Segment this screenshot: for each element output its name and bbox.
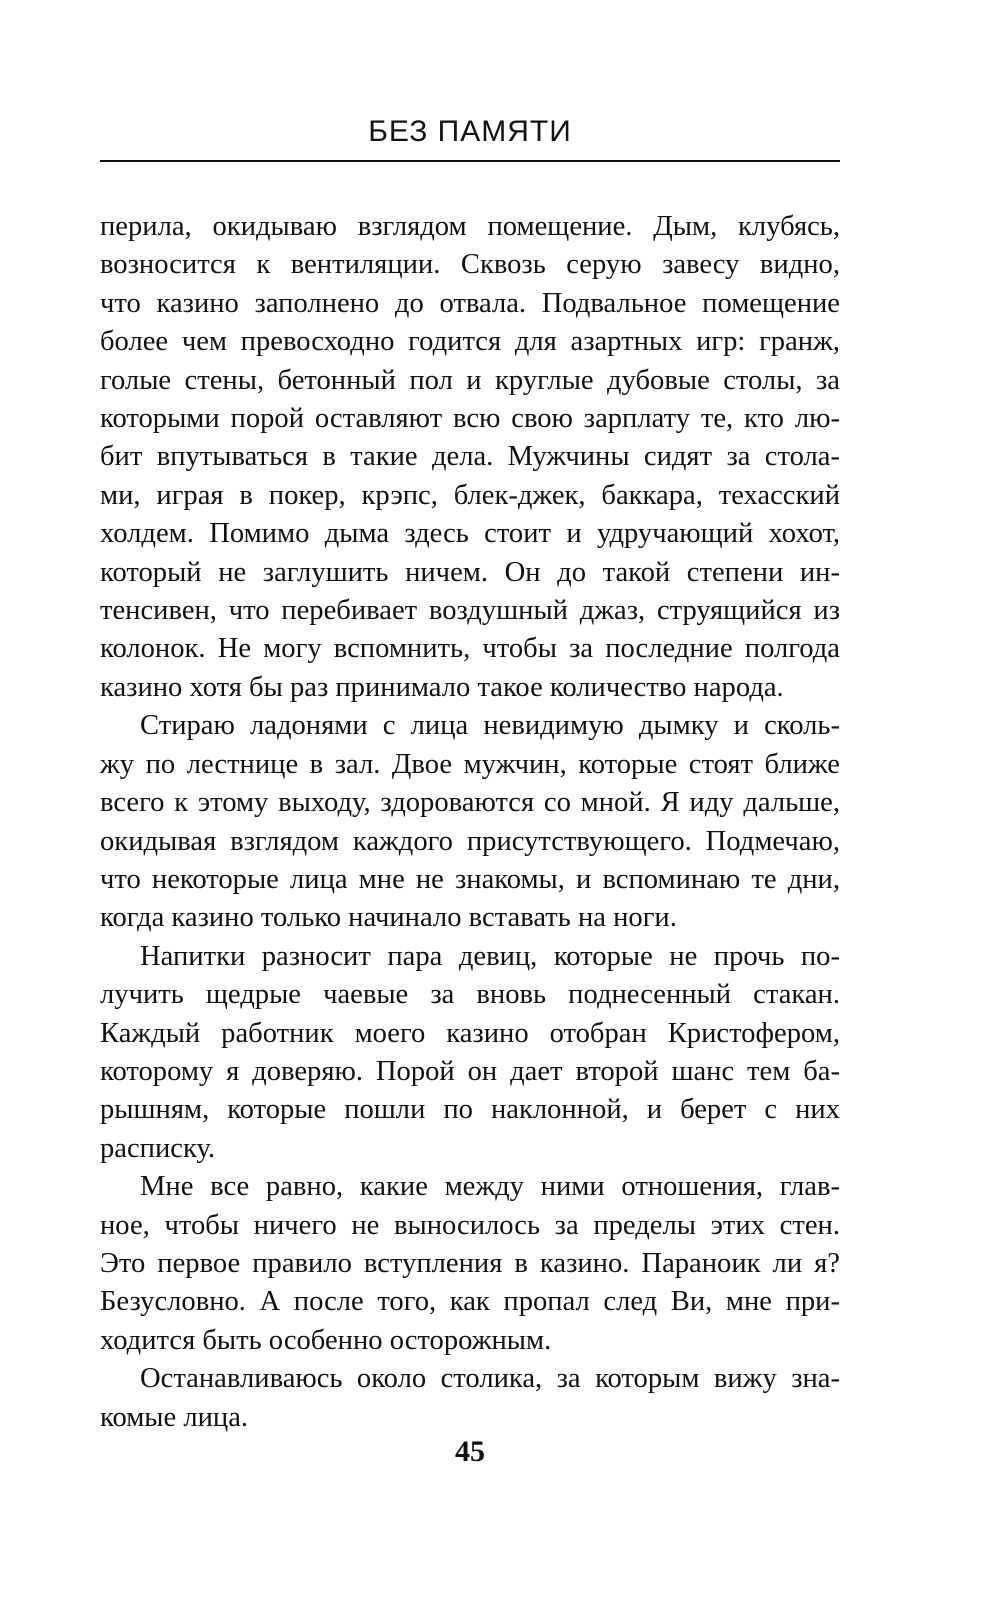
page-number: 45	[455, 1435, 485, 1468]
text-line: всего к этому выходу, здороваются со мной. Я иду дальше,	[100, 787, 840, 819]
text-line: Это первое правило вступления в казино. Параноик ли я?	[100, 1247, 840, 1279]
text-line: Каждый работник моего казино отобран Кристофером,	[100, 1017, 840, 1049]
text-line: которыми порой оставляют всю свою зарплату те, кто лю-	[100, 403, 840, 435]
paragraph-2	[100, 707, 840, 937]
text-line: возносится к вентиляции. Сквозь серую завесу видно,	[100, 249, 840, 281]
paragraph-1	[100, 208, 840, 707]
paragraph-4	[100, 1168, 840, 1360]
text-line: Безусловно. А после того, как пропал след Ви, мне при-	[100, 1286, 840, 1318]
text-line: Останавливаюсь около столика, за которым вижу зна-	[140, 1363, 840, 1395]
text-line: ное, чтобы ничего не выносилось за пределы этих стен.	[100, 1209, 840, 1241]
text-line: жу по лестнице в зал. Двое мужчин, которые стоят ближе	[100, 748, 840, 780]
text-line: Мне все равно, какие между ними отношения, глав-	[140, 1171, 840, 1203]
text-line: рышням, которые пошли по наклонной, и берет с них	[100, 1094, 840, 1126]
text-line: которому я доверяю. Порой он дает второй шанс тем ба-	[100, 1055, 840, 1087]
text-line: окидывая взглядом каждого присутствующего. Подмечаю,	[100, 825, 840, 857]
text-line: который не заглушить ничем. Он до такой степени ин-	[100, 556, 840, 588]
text-line: ходится быть особенно осторожным.	[100, 1324, 552, 1356]
text-line: перила, окидываю взглядом помещение. Дым, клубясь,	[100, 211, 840, 242]
text-line: более чем превосходно годится для азартных игр: гранж,	[100, 326, 840, 358]
text-line: ми, играя в покер, крэпс, блек-джек, баккара, техасский	[100, 479, 840, 511]
paragraph-3	[100, 938, 840, 1168]
text-line: Стираю ладонями с лица невидимую дымку и сколь-	[140, 710, 840, 742]
text-line: бит впутываться в такие дела. Мужчины сидят за стола-	[100, 441, 840, 473]
running-head-title: БЕЗ ПАМЯТИ	[368, 115, 572, 148]
text-line: голые стены, бетонный пол и круглые дубовые столы, за	[100, 364, 840, 396]
text-line: холдем. Помимо дыма здесь стоит и удручающий хохот,	[100, 518, 840, 550]
text-line: лучить щедрые чаевые за вновь поднесенный стакан.	[100, 979, 840, 1011]
paragraph-5	[100, 1360, 840, 1437]
text-line: расписку.	[100, 1132, 216, 1164]
text-line: Напитки разносит пара девиц, которые не прочь по-	[140, 940, 840, 972]
body-text	[100, 208, 840, 1437]
text-line: колонок. Не могу вспомнить, чтобы за последние полгода	[100, 633, 840, 665]
text-line: что казино заполнено до отвала. Подвальное помещение	[100, 287, 840, 319]
text-line: казино хотя бы раз принимало такое количество народа.	[100, 671, 784, 703]
header-rule	[100, 160, 840, 162]
text-line: что некоторые лица мне не знакомы, и вспоминаю те дни,	[100, 863, 840, 895]
text-line: когда казино только начинало вставать на ноги.	[100, 902, 677, 934]
text-line: комые лица.	[100, 1401, 249, 1433]
text-line: тенсивен, что перебивает воздушный джаз, струящийся из	[100, 595, 840, 627]
